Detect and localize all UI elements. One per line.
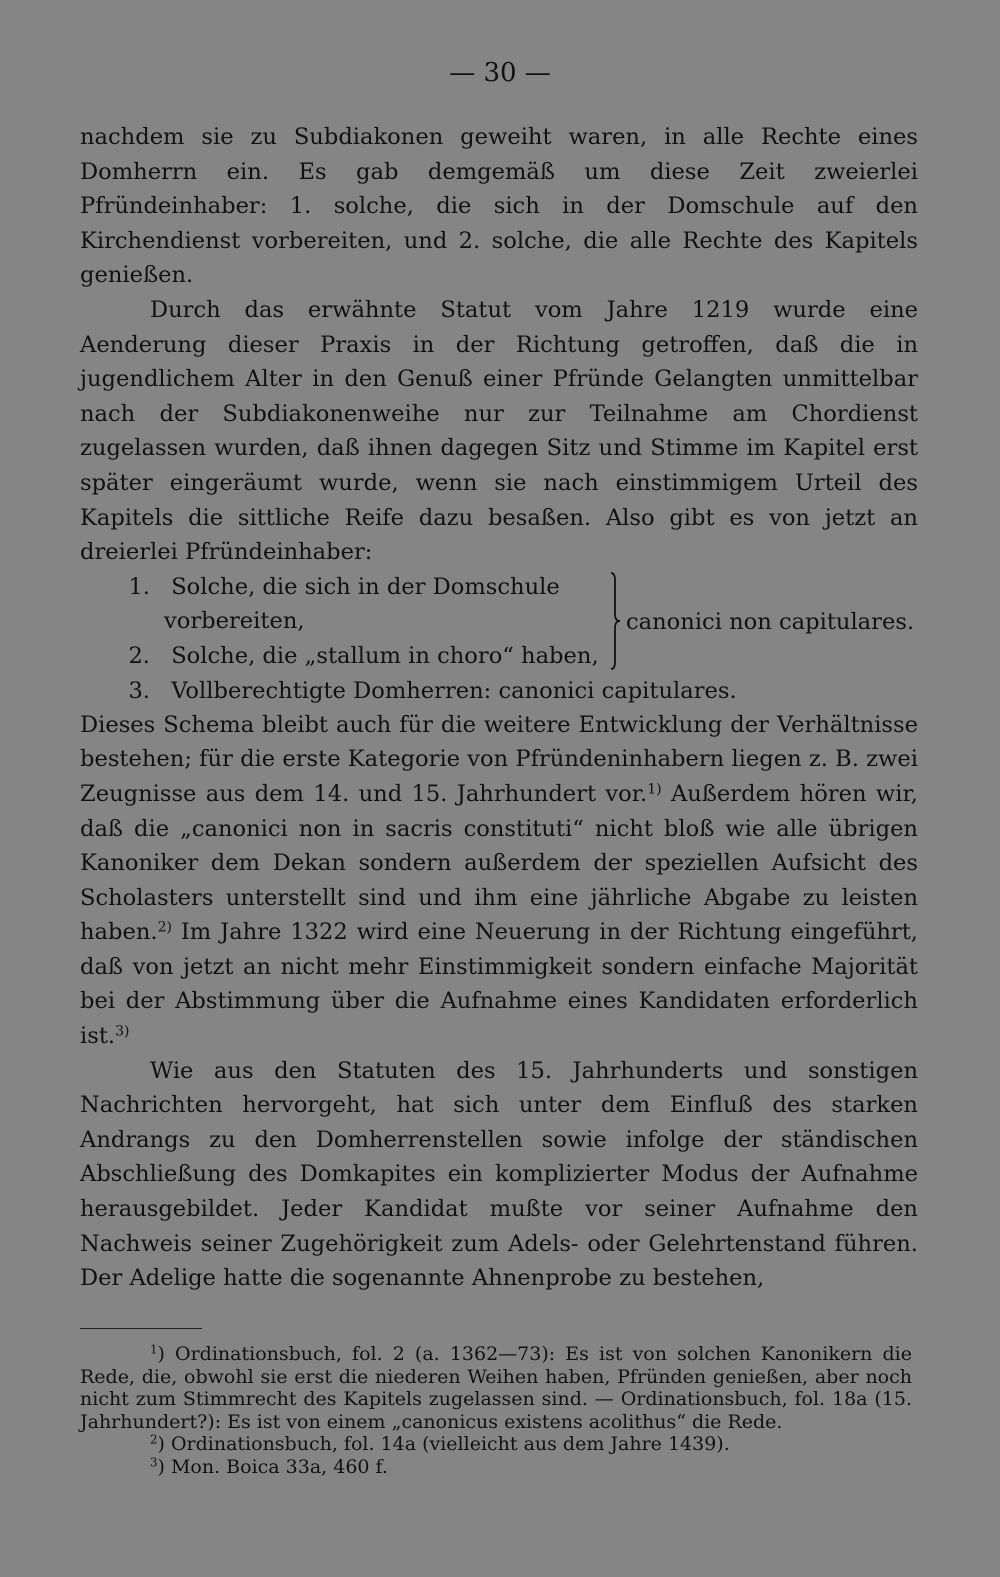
footnote-3-mark: 3 [150, 1455, 158, 1470]
paragraph-3-part-a: Dieses Schema bleibt auch für die weitere Entwicklung der Verhältnisse bestehen; für die erste Kategorie von Pfründeninhabern liegen z. B. zwei Zeugnisse aus dem 14. und 15. Jahrhundert vor. [80, 711, 918, 807]
footnote-ref-1: 1) [647, 781, 662, 798]
category-enumeration [80, 570, 918, 708]
footnote-ref-3: 3) [115, 1023, 130, 1040]
brace-label: canonici non capitulares. [626, 608, 915, 635]
enum-item-1-number: 1. [128, 573, 150, 600]
footnote-2-mark: 2 [150, 1432, 158, 1447]
main-text [80, 120, 918, 1296]
footnote-3-text: ) Mon. Boica 33a, 460 f. [157, 1455, 388, 1478]
paragraph-1: nachdem sie zu Subdiakonen geweiht waren, in alle Rechte eines Domherrn ein. Es gab demgemäß um diese Zeit zweierlei Pfründeinhaber: 1. solche, die sich in der Domschule auf den Kirchendienst vorbereiten, und 2. solche, die alle Rechte des Kapitels genießen. [80, 124, 918, 289]
enum-item-2-text: Solche, die „stallum in choro“ haben, [171, 642, 599, 669]
footnote-3 [80, 1456, 912, 1479]
footnote-1-text: ) Ordinationsbuch, fol. 2 (a. 1362—73): Es ist von solchen Kanonikern die Rede, die, obwohl sie erst die niederen Weihen haben, Pfründen genießen, aber noch nicht zum Stimmrecht des Kapitels zugelassen sind. — Ordinationsbuch, fol. 18a (15. Jahrhundert?): Es ist von einem „canonicus existens acolithus“ die Rede. [80, 1343, 912, 1433]
enum-item-1-line-2: vorbereiten, [164, 608, 305, 635]
footnote-divider [80, 1328, 202, 1329]
footnote-2-text: ) Ordinationsbuch, fol. 14a (vielleicht aus dem Jahre 1439). [157, 1433, 730, 1455]
page-number: — 30 — [449, 58, 551, 88]
footnotes [80, 1343, 912, 1478]
enum-item-3-text: Vollberechtigte Domherren: canonici capitulares. [171, 677, 737, 704]
enum-item-2 [80, 639, 599, 674]
enum-item-3 [80, 674, 737, 709]
enum-item-1 [80, 570, 560, 605]
enum-item-1-line-1: Solche, die sich in der Domschule [171, 573, 560, 600]
curly-brace [610, 572, 622, 670]
enum-item-3-number: 3. [128, 677, 150, 704]
paragraph-3-part-b: Außerdem hören wir, daß die „canonici non in sacris constituti“ nicht bloß wie alle übrigen Kanoniker dem Dekan sondern außerdem der speziellen Aufsicht des Scholasters unterstellt sind und ihm eine jährliche Abgabe zu leisten haben. [80, 780, 918, 946]
footnote-ref-2: 2) [157, 919, 172, 936]
paragraph-3-part-c: Im Jahre 1322 wird eine Neuerung in der Richtung eingeführt, daß von jetzt an nicht mehr Einstimmigkeit sondern einfache Majorität bei der Abstimmung über die Aufnahme eines Kandidaten erforderlich ist. [80, 919, 918, 1050]
enum-item-2-number: 2. [128, 642, 150, 669]
paragraph-2: Durch das erwähnte Statut vom Jahre 1219 wurde eine Aenderung dieser Praxis in der Richtung getroffen, daß die in jugendlichem Alter in den Genuß einer Pfründe Gelangten unmittelbar nach der Subdiakonenweihe nur zur Teilnahme am Chordienst zugelassen wurden, daß ihnen dagegen Sitz und Stimme im Kapitel erst später eingeräumt wurde, wenn sie nach einstimmigem Urteil des Kapitels die sittliche Reife dazu besaßen. Also gibt es von jetzt an dreierlei Pfründeinhaber: [80, 296, 918, 566]
paragraph-3 [80, 708, 918, 1054]
footnote-1-mark: 1 [150, 1342, 158, 1357]
paragraph-4: Wie aus den Statuten des 15. Jahrhunderts und sonstigen Nachrichten hervorgeht, hat sich unter dem Einfluß des starken Andrangs zu den Domherrenstellen sowie infolge der ständischen Abschließung des Domkapites ein komplizierter Modus der Aufnahme herausgebildet. Jeder Kandidat mußte vor seiner Aufnahme den Nachweis seiner Zugehörigkeit zum Adels- oder Gelehrtenstand führen. Der Adelige hatte die sogenannte Ahnenprobe zu bestehen, [80, 1057, 918, 1292]
footnote-2 [80, 1433, 912, 1456]
footnote-1 [80, 1343, 912, 1433]
